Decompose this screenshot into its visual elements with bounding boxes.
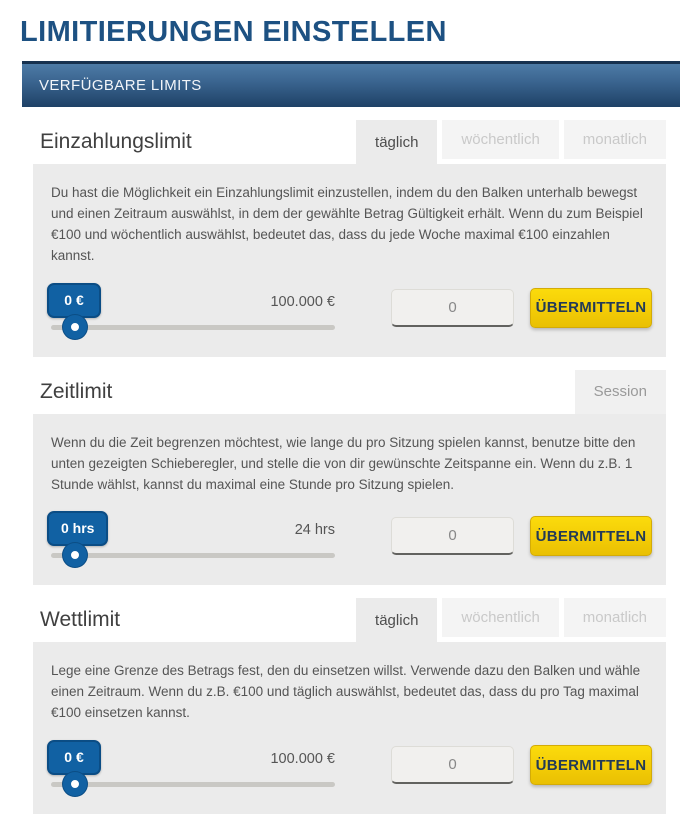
section-title-bet-limit: Wettlimit bbox=[40, 608, 121, 632]
tab-session[interactable]: Session bbox=[575, 370, 666, 414]
available-limits-label: VERFÜGBARE LIMITS bbox=[39, 77, 202, 94]
section-description: Lege eine Grenze des Betrags fest, den du einsetzen willst. Verwende dazu den Balken und wähle einen Zeitraum. Wenn du z.B. €100 und täglich auswählst, bedeutet das, dass du pro Tag maximal €100 einsetzen kannst. bbox=[51, 663, 641, 721]
section-head bbox=[33, 120, 666, 164]
available-limits-header-bar bbox=[22, 61, 680, 107]
slider-track[interactable] bbox=[51, 553, 335, 558]
section-title-deposit-limit: Einzahlungslimit bbox=[40, 130, 192, 153]
tab-daily[interactable]: täglich bbox=[356, 598, 437, 642]
section-body bbox=[33, 414, 666, 586]
time-limit-slider bbox=[47, 511, 335, 567]
slider-value-badge: 0 € bbox=[47, 740, 101, 775]
slider-track[interactable] bbox=[51, 325, 335, 330]
section-deposit-limit bbox=[33, 120, 666, 357]
slider-handle[interactable] bbox=[63, 543, 87, 567]
section-head bbox=[33, 370, 666, 414]
slider-value-badge: 0 € bbox=[47, 283, 101, 318]
slider-max-label: 24 hrs bbox=[294, 522, 335, 539]
deposit-amount-input[interactable] bbox=[391, 289, 514, 327]
submit-button[interactable]: ÜBERMITTELN bbox=[530, 745, 652, 785]
section-head bbox=[33, 598, 666, 642]
bet-limit-slider bbox=[47, 740, 335, 796]
page-title: LIMITIERUNGEN EINSTELLEN bbox=[20, 16, 447, 48]
deposit-limit-slider bbox=[47, 283, 335, 339]
section-title-time-limit: Zeitlimit bbox=[40, 379, 113, 403]
tab-monthly[interactable]: monatlich bbox=[564, 120, 666, 159]
section-body bbox=[33, 642, 666, 814]
controls-row bbox=[47, 283, 652, 339]
tab-monthly[interactable]: monatlich bbox=[564, 598, 666, 637]
slider-track[interactable] bbox=[51, 782, 335, 787]
slider-handle[interactable] bbox=[63, 315, 87, 339]
controls-row bbox=[47, 511, 652, 567]
period-tabs bbox=[570, 370, 666, 414]
tab-weekly[interactable]: wöchentlich bbox=[442, 120, 558, 159]
bet-amount-input[interactable] bbox=[391, 746, 514, 784]
section-time-limit bbox=[33, 370, 666, 586]
submit-button[interactable]: ÜBERMITTELN bbox=[530, 516, 652, 556]
slider-handle[interactable] bbox=[63, 772, 87, 796]
section-description: Du hast die Möglichkeit ein Einzahlungslimit einzustellen, indem du den Balken unterhalb bewegst und einen Zeitraum auswählst, in dem der gewählte Betrag Gültigkeit erhält. Wenn du zum Beispiel €100 und wöchentlich auswählst, bedeutet das, dass du jede Woche maximal €100 einzahlen kannst. bbox=[51, 185, 643, 263]
section-description: Wenn du die Zeit begrenzen möchtest, wie lange du pro Sitzung spielen kannst, benutze bitte den unten gezeigten Schieberegler, und stelle die von dir gewünschte Zeitspanne ein. Wenn du z.B. 1 Stunde wählst, kannst du maximal eine Stunde pro Sitzung spielen. bbox=[51, 434, 636, 492]
period-tabs bbox=[351, 120, 666, 164]
period-tabs bbox=[351, 598, 666, 642]
tab-weekly[interactable]: wöchentlich bbox=[442, 598, 558, 637]
slider-max-label: 100.000 € bbox=[270, 293, 335, 310]
slider-max-label: 100.000 € bbox=[270, 751, 335, 768]
controls-row bbox=[47, 740, 652, 796]
section-bet-limit bbox=[33, 598, 666, 814]
slider-value-badge: 0 hrs bbox=[47, 511, 108, 546]
tab-daily[interactable]: täglich bbox=[356, 120, 437, 164]
time-amount-input[interactable] bbox=[391, 517, 514, 555]
section-body bbox=[33, 164, 666, 357]
submit-button[interactable]: ÜBERMITTELN bbox=[530, 288, 652, 328]
